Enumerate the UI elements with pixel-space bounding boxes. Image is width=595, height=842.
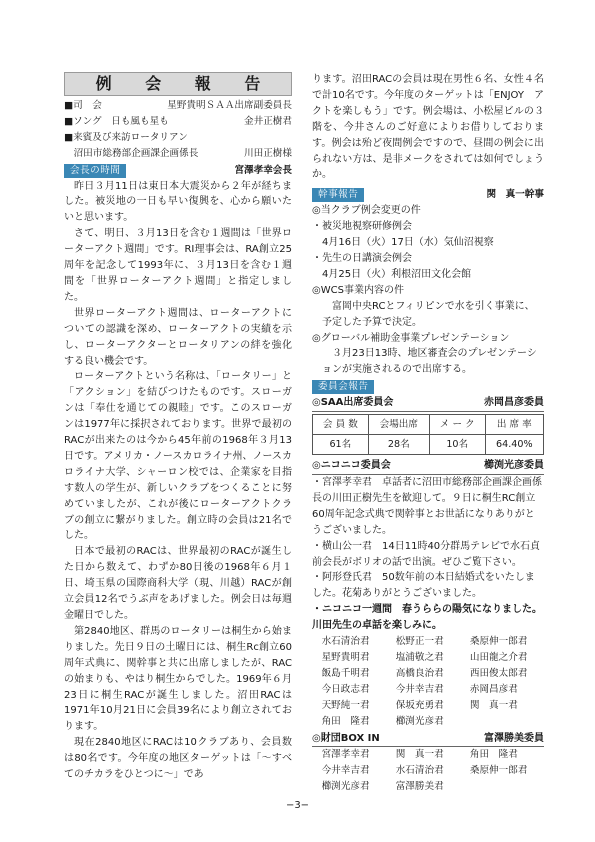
meta-value: 川田正樹様 [244,147,292,159]
niko-name-list [312,634,544,729]
saa-header [312,395,544,412]
niko-line: ・阿形登氏君 50数年前の本日結婚式をいたしました。花菊ありがとうございました。 [312,572,535,600]
meta-label: ■来賓及び来訪ロータリアン [64,131,188,143]
member-name: 櫛渕光彦君 [395,715,444,727]
section-author: 宮澤孝幸会長 [234,164,292,176]
member-name: 関 真一君 [469,699,518,711]
secretary-line: ・先生の日講演会例会 [312,252,412,264]
member-name: 今井幸吉君 [321,765,370,777]
attendance-table [312,414,544,455]
meta-label: ■司 会 [64,100,102,111]
member-name: 宮澤孝幸君 [321,749,370,761]
president-paragraph: 世界ローターアクト週間は、ローターアクトについての認識を深め、ローターアクトの実績を示し、ローターアクターとロータリアンの絆を強化する良い機会です。 [64,307,292,367]
president-paragraph: ローターアクトという名称は、「ロータリー」と「アクション」を結びつけたものです。スローガンは「奉仕を通じての親睦」です。このスローガンは1977年に採択されております。世界で最初のRACが出来たのは今から45年前の1968年３月13日です。アメリカ・ノースカロライナ州、ノースカロライナ大学、シャーロン校では、企業家を目指す数人の学生が、新しいクラブをつくることに努めていましたが、これが後にローターアクトクラブの創立に繋がりました。創立時の会員は21名でした。 [64,371,292,542]
meta-guests [64,130,292,146]
page-number: −3− [285,800,310,811]
section-badge: 委員会報告 [312,380,374,394]
committee-name: ◎ニコニコ委員会 [312,460,391,472]
meta-song [64,114,292,130]
secretary-line: ・被災地視察研修例会 [312,221,412,233]
president-paragraph-continued: ります。沼田RACの会員は現在男性６名、女性４名で計10名です。今年度のターゲットは「ENJOY アクトを楽しもう」です。例会場は、小松屋ビルの３階を、今井さんのご好意によりお借りしております。例会は殆ど夜間例会ですので、昼間の例会に出られない方は、是非メークをされては如何でしょうか。 [312,74,544,181]
section-badge: 幹事報告 [312,188,364,202]
table-header: 会 員 数 [313,415,369,435]
member-name: 西田俊太郎君 [469,667,528,679]
president-paragraph: 第2840地区、群馬のロータリーは桐生から始まりました。先日９日の土曜日には、桐生Rc創立60周年式典に、関幹事と共に出席しましたが、RACの始まりも、やはり桐生からでした。1969年６月23日に桐生RACが誕生しました。沼田RACは1971年10月21日に会員39名により創立されております。 [64,625,292,733]
attendance-header-row [313,415,544,435]
member-name: 山田龍之介君 [469,652,528,663]
member-name: 今日政志君 [321,683,370,695]
member-name: 角田 隆君 [469,749,518,761]
niko-line: ・横山公一君 14日11時40分群馬テレビで水石貞前会長がボリオの話で出演。ぜひご覧下さい。 [312,540,540,568]
president-paragraph-last: 現在2840地区にRACは10クラブあり、会員数は80名です。今年度の地区ターゲットは「～すべてのチカラをひとつに～」であ [64,737,292,781]
member-name: 水石清治君 [321,636,370,648]
member-name: 星野貴明君 [321,652,370,663]
member-name: 角田 隆君 [321,715,370,727]
table-header: 会場出席 [368,415,429,435]
member-name: 今井幸吉君 [395,683,444,695]
meta-value: 星野貴明ＳＡＡ出席副委員長 [167,100,292,111]
committee-author: 櫛渕光彦委員 [484,460,544,472]
president-paragraph: 昨日３月11日は東日本大震災から２年が経ちました。被災地の一日も早い復興を、心から願いたいと思います。 [64,180,292,224]
niko-highlight: ・ニコニコ一週間 春うららの陽気になりました。川田先生の卓話を楽しみに。 [312,604,542,632]
table-cell: 28名 [368,435,429,455]
box-name-list [312,747,544,795]
member-name: 松野正一君 [395,636,444,648]
member-name: 高橋良治君 [395,667,444,679]
member-name [470,779,544,795]
member-name: 水石清治君 [395,765,444,777]
member-name: 桑原伸一郎君 [469,636,528,648]
committee-author: 富澤勝美委員 [484,732,544,744]
member-name: 塩浦敬之君 [395,652,444,663]
niko-header [312,458,544,475]
secretary-line: ３月23日13時、地区審査会のプレゼンテーションが実施されるので出席する。 [322,348,537,376]
meta-value: 金井正樹君 [244,115,292,127]
member-name: 天野純一君 [321,699,370,711]
committee-author: 赤岡昌彦委員 [484,397,544,409]
section-badge: 会長の時間 [64,164,126,178]
table-cell: 61名 [313,435,369,455]
committee-name: ◎財団BOX IN [312,732,380,744]
table-header: 出 席 率 [485,415,543,435]
attendance-value-row [313,435,544,455]
secretary-line: 富岡中央RCとフィリピンで水を引く事業に、予定した予算で決定。 [322,300,535,328]
meta-chair [64,98,292,114]
meta-guest-name [64,146,292,162]
member-name [470,714,544,730]
committee-header [312,380,544,394]
table-header: メ ー ク [429,415,485,435]
member-name: 桑原伸一郎君 [469,765,528,777]
meta-label: ■ソング 日も風も星も [64,115,169,127]
member-name: 赤岡昌彦君 [469,683,518,695]
secretary-line: 4月25日（火）利根沼田文化会館 [312,268,472,280]
page-title: 例 会 報 告 [64,72,292,96]
secretary-line: ◎グローバル補助金事業プレゼンテーション [312,332,510,344]
table-cell: 64.40% [485,435,543,455]
right-column [312,72,544,795]
member-name: 飯島千明君 [321,667,370,679]
table-cell: 10名 [429,435,485,455]
committee-name: ◎SAA出席委員会 [312,397,394,409]
secretary-line: 4月16日（火）17日（水）気仙沼視察 [312,237,494,249]
president-paragraph: 日本で最初のRACは、世界最初のRACが誕生した日から数えて、わずか80日後の1968年６月１日、埼玉県の国際商科大学（現、川越）RACが創立会員12名でうぶ声をあげました。例会日は毎週金曜日でした。 [64,546,292,621]
niko-line: ・宮澤孝幸君 卓話者に沼田市総務部企画課企画係長の川田正樹先生を歓迎して。９日に桐生RC創立60周年記念式典で関幹事とお世話になりありがとうございました。 [312,477,542,536]
member-name: 関 真一君 [395,749,444,761]
left-column [64,72,292,783]
secretary-line: ◎WCS事業内容の件 [312,284,404,296]
president-header [64,163,292,179]
box-header [312,731,544,748]
secretary-line: ◎当クラブ例会変更の件 [312,205,421,217]
secretary-header [312,187,544,203]
president-paragraph: さて、明日、３月13日を含む１週間は「世界ローターアクト週間」です。RI理事会は、RA創立25周年を記念して1993年に、３月13日を含む１週間を「世界ローターアクト週間」と指定しました。 [64,228,292,303]
section-author: 関 真一幹事 [486,189,544,201]
member-name: 櫛渕光彦君 [321,781,370,793]
member-name: 保坂充勇君 [395,699,444,711]
member-name: 富澤勝美君 [395,781,444,793]
meta-label: 沼田市総務部企画課企画係長 [64,147,199,159]
